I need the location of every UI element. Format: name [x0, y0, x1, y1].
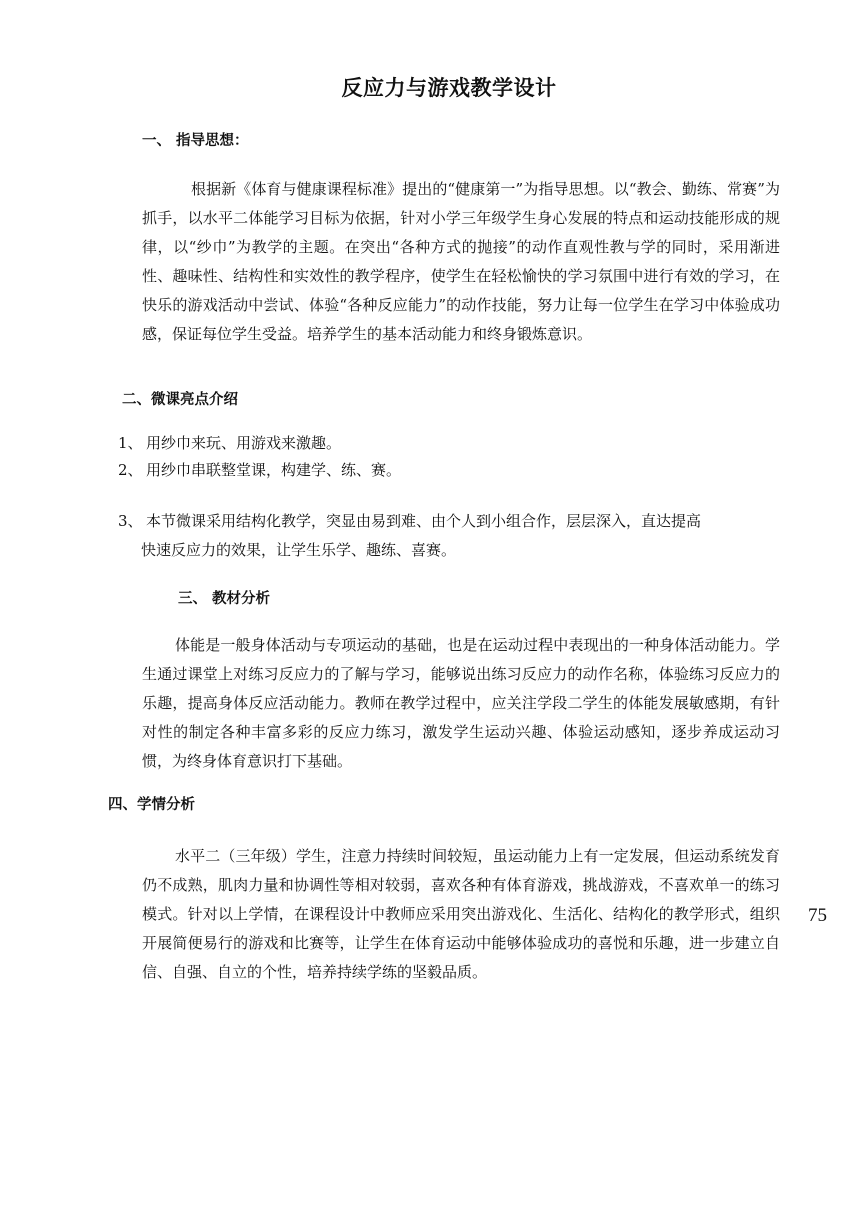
list-item	[118, 456, 401, 485]
list-item-text: 用纱巾串联整堂课，构建学、练、赛。	[146, 461, 402, 479]
list-item-text: 用纱巾来玩、用游戏来激趣。	[146, 434, 342, 452]
section-1-heading: 一、 指导思想：	[142, 133, 249, 149]
list-item-text-continued: 快速反应力的效果，让学生乐学、趣练、喜赛。	[141, 541, 457, 559]
section-1-paragraph: 根据新《体育与健康课程标准》提出的“健康第一”为指导思想。以“教会、勤练、常赛”为抓手，以水平二体能学习目标为依据，针对小学三年级学生身心发展的特点和运动技能形成的规律，以“纱巾”为教学的主题。在突出“各种方式的抛接”的动作直观性教与学的同时，采用渐进性、趣味性、结构性和实效性的教学程序，使学生在轻松愉快的学习氛围中进行有效的学习，在快乐的游戏活动中尝试、体验“各种反应能力”的动作技能，努力让每一位学生在学习中体验成功感，保证每位学生受益。培养学生的基本活动能力和终身锻炼意识。	[142, 180, 780, 343]
section-2-heading: 二、微课亮点介绍	[122, 392, 238, 408]
section-3-heading: 三、 教材分析	[178, 591, 271, 607]
list-item-number: 3、	[118, 512, 143, 530]
document-title: 反应力与游戏教学设计	[341, 76, 557, 100]
section-4-heading: 四、学情分析	[108, 797, 195, 813]
list-item-text: 本节微课采用结构化教学，突显由易到难、由个人到小组合作，层层深入，直达提高	[146, 512, 702, 530]
list-item	[118, 429, 341, 458]
page-number: 75	[808, 905, 827, 926]
list-item	[118, 507, 782, 565]
section-3-paragraph: 体能是一般身体活动与专项运动的基础，也是在运动过程中表现出的一种身体活动能力。学生通过课堂上对练习反应力的了解与学习，能够说出练习反应力的动作名称，体验练习反应力的乐趣，提高身体反应活动能力。教师在教学过程中，应关注学段二学生的体能发展敏感期，有针对性的制定各种丰富多彩的反应力练习，激发学生运动兴趣、体验运动感知，逐步养成运动习惯，为终身体育意识打下基础。	[142, 636, 780, 770]
section-4-paragraph: 水平二（三年级）学生，注意力持续时间较短，虽运动能力上有一定发展，但运动系统发育仍不成熟，肌肉力量和协调性等相对较弱，喜欢各种有体育游戏，挑战游戏，不喜欢单一的练习模式。针对以上学情，在课程设计中教师应采用突出游戏化、生活化、结构化的教学形式，组织开展简便易行的游戏和比赛等，让学生在体育运动中能够体验成功的喜悦和乐趣，进一步建立自信、自强、自立的个性，培养持续学练的坚毅品质。	[142, 847, 780, 981]
list-item-number: 1、	[118, 434, 143, 452]
list-item-number: 2、	[118, 461, 143, 479]
